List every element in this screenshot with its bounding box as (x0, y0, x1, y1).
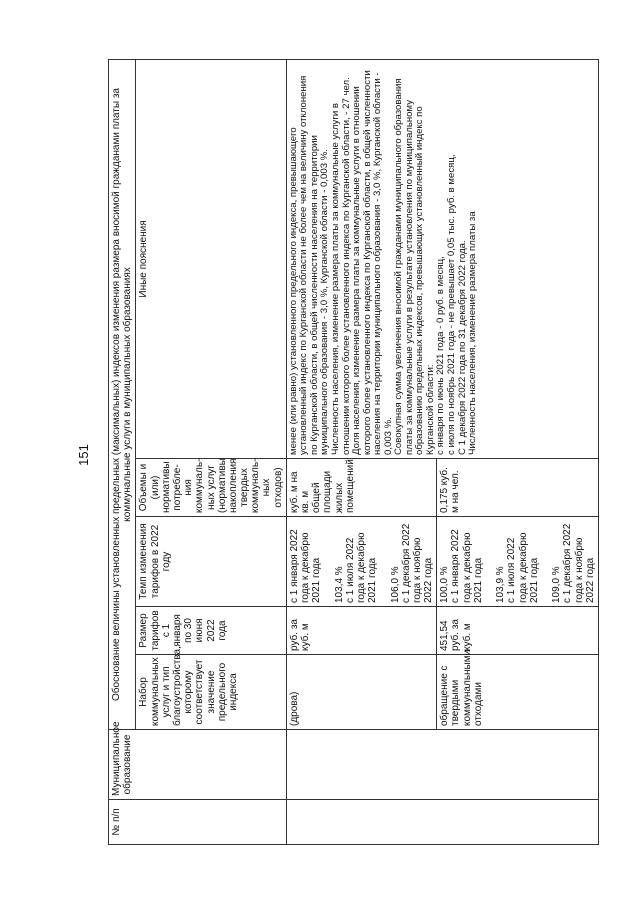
num-cell (286, 800, 598, 845)
service-cell: обращение с твердыми коммунальными отходами (437, 655, 599, 730)
growth-cell: 100,0 % с 1 января 2022 года к декабрю 2021 года 103,9 % с 1 июля 2022 года к декабрю 2021 года 109,0 % с 1 декабря 2022 года к ноябрю 2022 года (437, 517, 599, 607)
header-services: Набор коммунальных услуг и тип благоустройства, которому соответствует значение предельного индекса (136, 655, 286, 730)
header-tariff-size: Размер тарифов с 1 января по 30 июня 2022 года (136, 607, 286, 655)
header-num: № п/п (109, 800, 287, 845)
table-row (286, 59, 436, 844)
notes-cell: менее (или равно) установленного предельного индекса, превышающего установленный индекс по Курганской области не более чем на величину отклонения по Курганской области, в общей численности населения на территории муниципального образования - 3,0 %, Курганской области - 0,003 %. Численность населения, изменение размера платы за коммунальные услуги в отношении которого более установленного индекса по Курганской области, - 27 чел. Доля населения, изменение размера платы за коммунальные услуги в отношении которого более установленного индекса по Курганской области, в общей численности населения на территории муниципального образования - 3,0 %, Курганской области - 0,003 %. Совокупная сумма увеличения вносимой гражданами муниципального образования платы за коммунальные услуги в результате установления по муниципальному образованию предельных индексов, превышающих установленный индекс по Курганской области: с января по июнь 2021 года - 0 руб. в месяц, с июля по ноябрь 2021 года - не превышает 0,05 тыс. руб. в месяц, С 1 декабря 2022 года по 31 декабря 2022 года. Численность населения, изменение размера платы за (286, 59, 598, 458)
header-municipality: Муниципальное образование (109, 730, 287, 800)
volume-cell: куб. м на кв. м общей площади жилых помещений (286, 459, 436, 517)
service-cell: (дрова) (286, 655, 436, 730)
volume-cell: 0,175 куб. м на чел. (437, 459, 599, 517)
page-number: 151 (76, 444, 91, 466)
header-row-2 (136, 59, 286, 844)
size-cell: 451,54 руб. за куб. м (437, 607, 599, 655)
header-notes: Иные пояснения (136, 59, 286, 458)
growth-cell: с 1 января 2022 года к декабрю 2021 года 103,4 % с 1 июля 2022 года к декабрю 2021 года 106,0 % с 1 декабря 2022 года к ноябрю 2022 года (286, 517, 436, 607)
header-volumes: Объемы и (или) нормативы потребле-ния коммуналь-ных услуг (нормативы накопления твердых коммуналь-ных отходов) (136, 459, 286, 517)
header-row-1 (109, 59, 136, 844)
header-group: Обоснование величины установленных предельных (максимальных) индексов изменения размера вносимой гражданами платы за коммунальные услуги в муниципальных образованиях (109, 59, 136, 729)
tariff-justification-table (108, 59, 599, 845)
size-cell: руб. за куб. м (286, 607, 436, 655)
header-tariff-growth: Темп изменения тарифов в 2022 году (136, 517, 286, 607)
rotated-table-container (108, 60, 608, 845)
municipality-cell (286, 730, 598, 800)
